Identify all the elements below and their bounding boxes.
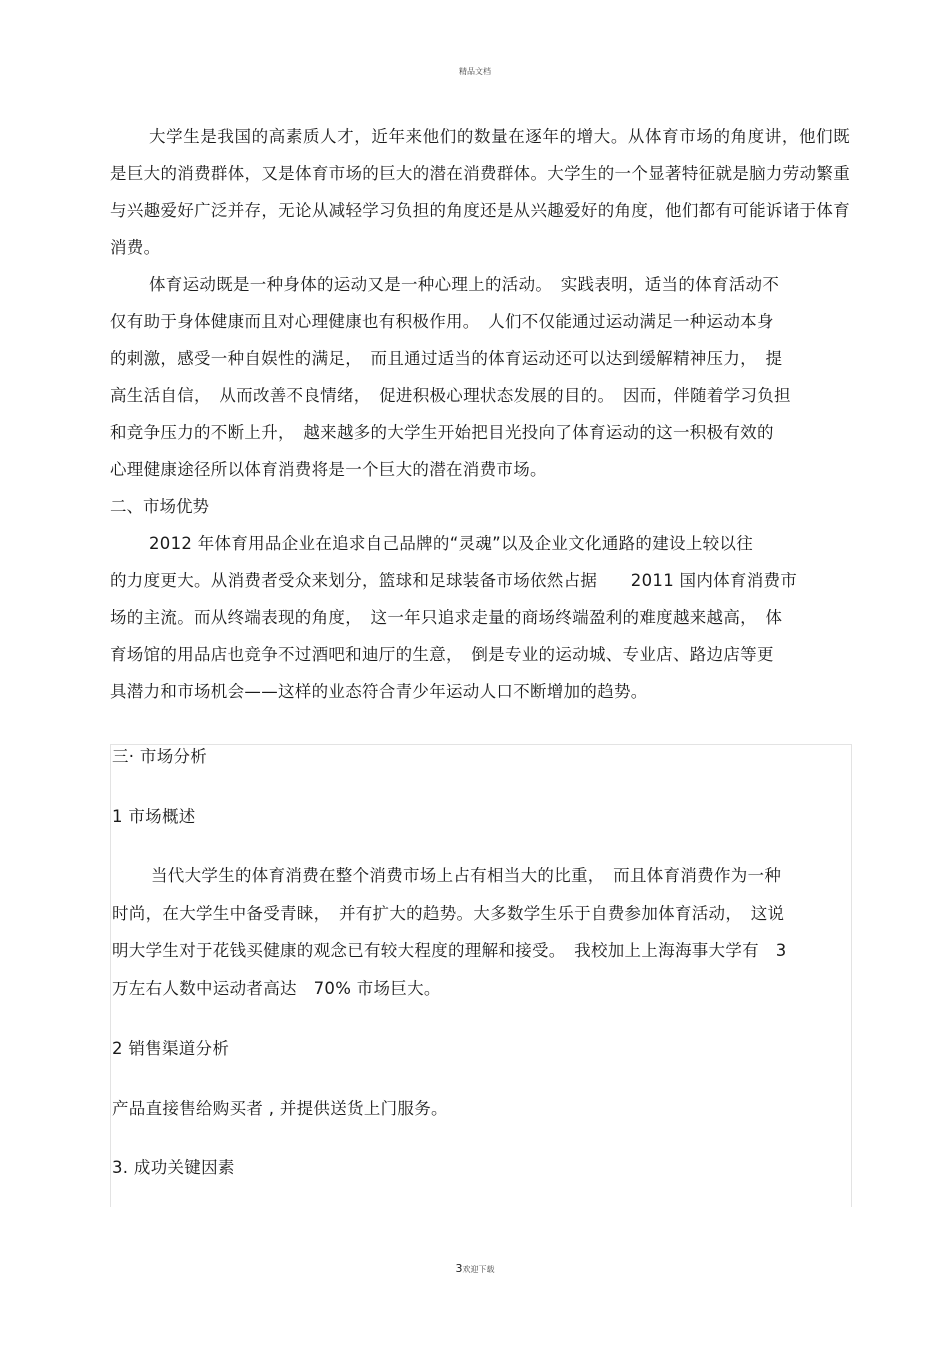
subheading-market-overview: 1 市场概述 <box>112 807 196 826</box>
market-analysis-table <box>110 744 852 1207</box>
paragraph-sports-line-5: 和竞争压力的不断上升， 越来越多的大学生开始把目光投向了体育运动的这一积极有效的 <box>110 423 774 442</box>
page-footer <box>0 1262 950 1275</box>
overview-line-4: 万左右人数中运动者高达 70% 市场巨大。 <box>112 979 441 998</box>
subheading-sales-channel: 2 销售渠道分析 <box>112 1039 230 1058</box>
paragraph-advantage-line-4: 育场馆的用品店也竞争不过酒吧和迪厅的生意， 倒是专业的运动城、专业店、路边店等更 <box>110 645 774 664</box>
page-number: 3 <box>455 1262 463 1275</box>
paragraph-college-students: 大学生是我国的高素质人才，近年来他们的数量在逐年的增大。从体育市场的角度讲，他们既是巨大的消费群体，又是体育市场的巨大的潜在消费群体。大学生的一个显著特征就是脑力劳动繁重与兴趣爱好广泛并存，无论从减轻学习负担的角度还是从兴趣爱好的角度，他们都有可能诉诸于体育消费。 <box>110 127 850 257</box>
paragraph-advantage-line-5: 具潜力和市场机会——这样的业态符合青少年运动人口不断增加的趋势。 <box>110 682 648 701</box>
footer-text: 欢迎下载 <box>462 1265 495 1274</box>
paragraph-advantage-line-3: 场的主流。而从终端表现的角度， 这一年只追求走量的商场终端盈利的难度越来越高， 体 <box>110 608 783 627</box>
paragraph-sports-line-2: 仅有助于身体健康而且对心理健康也有积极作用。 人们不仅能通过运动满足一种运动本身 <box>110 312 774 331</box>
section-heading-market-analysis: 三· 市场分析 <box>112 747 208 766</box>
paragraph-sports-line-3: 的刺激，感受一种自娱性的满足， 而且通过适当的体育运动还可以达到缓解精神压力， 提 <box>110 349 783 368</box>
document-body <box>110 118 850 710</box>
paragraph-sports-line-6: 心理健康途径所以体育消费将是一个巨大的潜在消费市场。 <box>110 460 547 479</box>
page-header: 精品文档 <box>459 67 491 76</box>
paragraph-advantage-line-1: 2012 年体育用品企业在追求自己品牌的“灵魂”以及企业文化通路的建设上较以往 <box>149 534 754 553</box>
paragraph-advantage-line-2: 的力度更大。从消费者受众来划分，篮球和足球装备市场依然占据 2011 国内体育消费市 <box>110 571 798 590</box>
paragraph-sports-line-1: 体育运动既是一种身体的运动又是一种心理上的活动。 实践表明，适当的体育活动不 <box>149 275 780 294</box>
subheading-key-success-factors: 3. 成功关键因素 <box>112 1158 235 1177</box>
overview-line-1: 当代大学生的体育消费在整个消费市场上占有相当大的比重， 而且体育消费作为一种 <box>151 866 782 885</box>
section-heading-market-advantage: 二、市场优势 <box>110 497 209 516</box>
overview-line-2: 时尚，在大学生中备受青睐， 并有扩大的趋势。大多数学生乐于自费参加体育活动， 这说 <box>112 904 785 923</box>
paragraph-sports-line-4: 高生活自信， 从而改善不良情绪， 促进积极心理状态发展的目的。 因而，伴随着学习负担 <box>110 386 791 405</box>
overview-line-3: 明大学生对于花钱买健康的观念已有较大程度的理解和接受。 我校加上上海海事大学有 3 <box>112 941 787 960</box>
sales-channel-text: 产品直接售给购买者 , 并提供送货上门服务。 <box>112 1099 448 1118</box>
